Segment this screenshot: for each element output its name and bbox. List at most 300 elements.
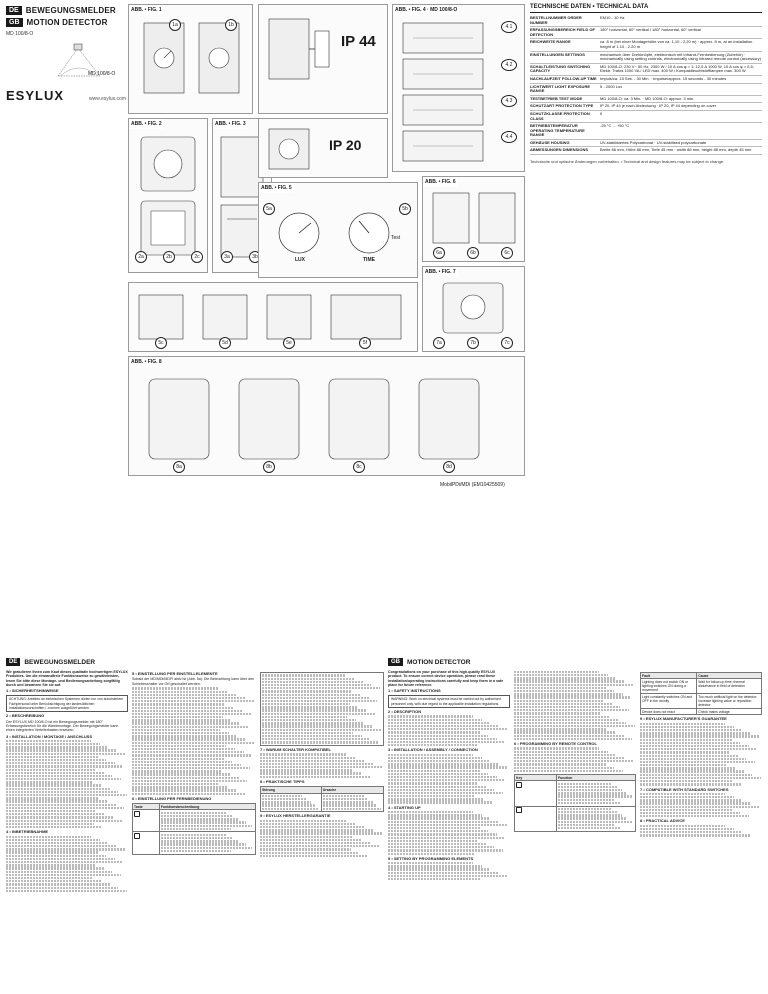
tech-key: EINSTELLUNGEN SETTINGS bbox=[530, 51, 585, 57]
text-line bbox=[6, 848, 126, 850]
de-description: Der ESYLUX MD 100/8-O ist ein Bewegungsmelder mit 180° Erfassungsbereich für die Wandmontage. Der Bewegungsmelder kann einen integrierten Verteilerkasten ersetzen. bbox=[6, 719, 119, 733]
text-line bbox=[388, 868, 490, 870]
text-line bbox=[640, 831, 742, 833]
figure-6-label-b: 6b bbox=[467, 247, 479, 259]
tech-key: SCHUTZART PROTECTION TYPE bbox=[530, 103, 594, 109]
tech-row bbox=[530, 140, 762, 148]
instructions-area bbox=[0, 656, 768, 994]
text-line bbox=[262, 741, 378, 743]
section-de-header bbox=[6, 656, 95, 668]
text-line bbox=[132, 726, 249, 728]
text-line bbox=[514, 757, 625, 759]
figure-2-title: ABB. • FIG. 2 bbox=[131, 121, 162, 127]
text-line bbox=[558, 789, 622, 791]
text-line bbox=[161, 818, 239, 820]
figure-5-label-c: 5c bbox=[155, 337, 167, 349]
time-dial-label: TIME bbox=[363, 257, 375, 263]
text-line bbox=[6, 823, 94, 825]
text-line bbox=[132, 758, 224, 760]
text-line bbox=[6, 781, 93, 783]
text-line bbox=[161, 821, 246, 823]
figure-3-title: ABB. • FIG. 3 bbox=[215, 121, 246, 127]
text-line bbox=[132, 694, 236, 696]
text-line bbox=[6, 816, 113, 818]
text-line bbox=[6, 743, 100, 745]
text-line bbox=[260, 760, 364, 762]
title-gb: MOTION DETECTOR bbox=[26, 18, 108, 27]
ip44-label: IP 44 bbox=[341, 33, 376, 50]
text-line bbox=[640, 796, 734, 798]
text-line bbox=[640, 815, 749, 817]
de-heading-installation: 3 • INSTALLATION / MONTAGE / ANSCHLUSS bbox=[6, 733, 93, 739]
figure-8-label-b: 8b bbox=[263, 461, 275, 473]
gb-tips-row bbox=[641, 709, 762, 715]
model-number: MD 100/8-O bbox=[6, 31, 34, 37]
text-line bbox=[388, 811, 473, 813]
text-line bbox=[514, 703, 612, 705]
text-line bbox=[6, 820, 122, 822]
tech-key: SCHUTZKLASSE PROTECTION CLASS bbox=[530, 110, 590, 121]
figure-8-label-c: 8c bbox=[353, 461, 365, 473]
tech-row bbox=[530, 147, 762, 155]
text-line bbox=[6, 871, 112, 873]
gb-heading-safety: 1 • SAFETY INSTRUCTIONS bbox=[388, 688, 441, 694]
text-line bbox=[6, 804, 116, 806]
text-line bbox=[640, 774, 752, 776]
text-line bbox=[558, 827, 620, 829]
figure-4-label-2: 4.2 bbox=[501, 59, 517, 71]
text-line bbox=[388, 719, 482, 721]
tech-key: ABMESSUNGEN DIMENSIONS bbox=[530, 147, 589, 153]
title-gb-row bbox=[6, 18, 121, 27]
figure-6-label-a: 6a bbox=[433, 247, 445, 259]
text-line bbox=[388, 840, 477, 842]
text-line bbox=[323, 795, 364, 797]
text-line bbox=[132, 789, 236, 791]
de-heading-tips: 8 • PRAKTISCHE TIPPS bbox=[260, 778, 305, 784]
text-line bbox=[132, 738, 246, 740]
text-line bbox=[388, 798, 483, 800]
tech-value: UV-stabilisiertes Polycarbonat · UV-stabilised polycarbonate bbox=[600, 139, 707, 145]
text-line bbox=[558, 811, 616, 813]
text-line bbox=[6, 794, 127, 796]
text-line bbox=[640, 735, 760, 737]
figure-7-label-a: 7a bbox=[433, 337, 445, 349]
text-line bbox=[260, 836, 353, 838]
gb-intro: Congratulations on your purchase of this high-quality ESYLUX product. To ensure correct device operation, please read these installation/operating instructions carefully and keep them in a safe place for future reference. bbox=[388, 670, 504, 687]
text-line bbox=[558, 817, 627, 819]
gb-tips-cause: Wait for follow-up time; thermal disturbance in field of detection bbox=[697, 679, 762, 694]
text-line bbox=[260, 848, 351, 850]
de-tips-table bbox=[260, 786, 384, 812]
tech-row bbox=[530, 123, 762, 140]
text-line bbox=[640, 799, 742, 801]
text-line bbox=[262, 719, 356, 721]
tech-value: ca. 8 m (bei einer Montagehöhe von ca. 1,10 - 2,20 m) · approx. 8 m, at an installation height of 1.10 - 2.20 m bbox=[600, 39, 753, 49]
text-line bbox=[6, 887, 118, 889]
de-startup-text bbox=[6, 836, 128, 892]
tech-value: MD 100/8-O: ca. 3 Min. · MD 100/8-O: approx. 3 min. bbox=[600, 95, 695, 101]
tech-value: II bbox=[600, 110, 603, 116]
figure-8-label-a: 8a bbox=[173, 461, 185, 473]
text-line bbox=[6, 858, 115, 860]
ip20-panel bbox=[258, 118, 388, 178]
text-line bbox=[514, 687, 606, 689]
text-line bbox=[262, 678, 354, 680]
tech-row bbox=[530, 111, 762, 123]
gb-advice-text bbox=[640, 825, 762, 837]
figure-5-label-d: 5d bbox=[219, 337, 231, 349]
text-line bbox=[558, 795, 632, 797]
technical-data-footnote: Technische und optische Änderungen vorbehalten. • Technical and design features may be subject to change. bbox=[530, 159, 725, 165]
text-line bbox=[6, 800, 107, 802]
gb-tips-row bbox=[641, 694, 762, 709]
de-tips-fault bbox=[262, 795, 320, 810]
text-line bbox=[640, 739, 732, 741]
de-heading-startup: 4 • INBETRIEBNAHME bbox=[6, 829, 49, 835]
figure-3-label-b: 3b bbox=[249, 251, 261, 263]
figure-5-label-a: 5a bbox=[263, 203, 275, 215]
figure-4-label-1: 4.1 bbox=[501, 21, 517, 33]
text-line bbox=[640, 777, 761, 779]
text-line bbox=[132, 777, 239, 779]
gb-tips-fault: Light constantly switches ON and OFF in the vicinity bbox=[641, 694, 697, 709]
text-line bbox=[388, 738, 497, 740]
text-line bbox=[388, 741, 505, 743]
text-line bbox=[640, 723, 725, 725]
text-line bbox=[388, 754, 473, 756]
de-function-text bbox=[262, 674, 382, 743]
text-line bbox=[6, 762, 115, 764]
gb-settings-text bbox=[388, 862, 510, 880]
text-line bbox=[388, 814, 482, 816]
figure-7-label-c: 7c bbox=[501, 337, 513, 349]
text-line bbox=[6, 775, 112, 777]
text-line bbox=[514, 671, 599, 673]
text-line bbox=[640, 825, 725, 827]
text-line bbox=[262, 700, 377, 702]
ip44-panel bbox=[258, 4, 388, 114]
figure-4 bbox=[392, 4, 525, 172]
brand-row bbox=[6, 88, 126, 103]
text-line bbox=[640, 780, 733, 782]
text-line bbox=[388, 715, 473, 717]
text-line bbox=[132, 716, 223, 718]
text-line bbox=[132, 767, 250, 769]
figure-4-title: ABB. • FIG. 4 · MD 100/8-O bbox=[395, 7, 458, 13]
gb-column-3 bbox=[640, 670, 762, 992]
text-line bbox=[388, 830, 488, 832]
text-line bbox=[262, 694, 360, 696]
section-gb-badge: GB bbox=[388, 658, 403, 666]
tech-row bbox=[530, 39, 762, 51]
figure-5-title: ABB. • FIG. 5 bbox=[261, 185, 292, 191]
text-line bbox=[260, 769, 353, 771]
text-line bbox=[323, 808, 381, 810]
de-column-3 bbox=[260, 670, 384, 992]
text-line bbox=[558, 783, 611, 785]
ip44-drawing bbox=[259, 9, 387, 109]
text-line bbox=[6, 740, 91, 742]
text-line bbox=[132, 697, 245, 699]
text-line bbox=[640, 828, 734, 830]
text-line bbox=[6, 836, 91, 838]
text-line bbox=[388, 789, 494, 791]
text-line bbox=[132, 729, 220, 731]
brand-logo: ESYLUX bbox=[6, 88, 65, 103]
gb-tips-fault: Lighting does not switch ON or lighting switches ON during a movement bbox=[641, 679, 697, 694]
text-line bbox=[388, 744, 477, 746]
text-line bbox=[260, 820, 347, 822]
gb-remote-table-col-function: Function bbox=[557, 775, 636, 781]
gb-guarantee-text bbox=[640, 723, 762, 786]
figure-1-label-b: 1b bbox=[225, 19, 237, 31]
de-tips-col-fault: Störung bbox=[261, 787, 322, 793]
text-line bbox=[132, 745, 226, 747]
text-line bbox=[262, 703, 350, 705]
text-line bbox=[262, 725, 372, 727]
text-line bbox=[640, 726, 734, 728]
text-line bbox=[558, 792, 627, 794]
text-line bbox=[6, 861, 123, 863]
text-line bbox=[640, 729, 742, 731]
figure-4-drawing bbox=[393, 15, 524, 170]
text-line bbox=[6, 756, 98, 758]
range-caption: MD 100/8-O bbox=[88, 71, 116, 77]
gb-heading-installation: 3 • INSTALLATION / ASSEMBLY / CONNECTION bbox=[388, 747, 478, 753]
text-line bbox=[514, 728, 607, 730]
text-line bbox=[132, 780, 247, 782]
de-switch-text bbox=[260, 753, 384, 778]
figure-5-label-f: 5f bbox=[359, 337, 371, 349]
text-line bbox=[514, 709, 629, 711]
de-remote-row-text bbox=[161, 834, 254, 852]
text-line bbox=[514, 767, 614, 769]
text-line bbox=[388, 862, 473, 864]
de-guarantee-text bbox=[260, 820, 384, 857]
de-remote-table bbox=[132, 803, 256, 854]
text-line bbox=[132, 732, 229, 734]
tech-row bbox=[530, 52, 762, 64]
text-line bbox=[260, 842, 370, 844]
figure-2-drawing bbox=[129, 129, 207, 269]
text-line bbox=[388, 875, 508, 877]
text-line bbox=[388, 833, 497, 835]
text-line bbox=[132, 793, 245, 795]
figure-8 bbox=[128, 356, 525, 476]
text-line bbox=[132, 710, 242, 712]
de-heading-safety: 1 • SICHERHEITSHINWEISE bbox=[6, 688, 59, 694]
tech-key: SCHALTLEISTUNG SWITCHING CAPACITY bbox=[530, 63, 591, 74]
text-line bbox=[514, 763, 606, 765]
text-line bbox=[132, 786, 227, 788]
gb-remote-table-col-key: Key bbox=[515, 775, 557, 781]
gb-remote-table bbox=[514, 774, 636, 832]
technical-data-table bbox=[530, 4, 762, 644]
text-line bbox=[388, 872, 499, 874]
text-line bbox=[262, 706, 358, 708]
tech-row bbox=[530, 15, 762, 27]
gb-heading-description: 2 • DESCRIPTION bbox=[388, 709, 422, 715]
text-line bbox=[260, 852, 359, 854]
text-line bbox=[514, 751, 608, 753]
text-line bbox=[260, 776, 370, 778]
text-line bbox=[262, 687, 380, 689]
tech-key: BETRIEBSTEMPERATUR OPERATING TEMPERATURE RANGE bbox=[530, 123, 585, 138]
text-line bbox=[388, 725, 499, 727]
figure-5-label-e: 5e bbox=[283, 337, 295, 349]
title-de: BEWEGUNGSMELDER bbox=[25, 6, 116, 15]
text-line bbox=[6, 807, 124, 809]
text-line bbox=[132, 735, 237, 737]
text-line bbox=[6, 877, 93, 879]
technical-data-title: TECHNISCHE DATEN • TECHNICAL DATA bbox=[530, 4, 762, 13]
tech-key: TESTBETRIEB TEST MODE bbox=[530, 95, 583, 101]
section-gb-header bbox=[388, 656, 470, 668]
tech-row bbox=[530, 103, 762, 111]
de-tips-col-cause: Ursache bbox=[321, 787, 383, 793]
gb-installation-text bbox=[388, 754, 510, 804]
section-de-badge: DE bbox=[6, 658, 20, 666]
text-line bbox=[640, 732, 751, 734]
text-line bbox=[514, 760, 634, 762]
gb-tips-cause: Too much artificial light on the detector; increase lighting value or reposition detector bbox=[697, 694, 762, 709]
text-line bbox=[132, 707, 234, 709]
de-remote-row-text bbox=[161, 812, 254, 830]
text-line bbox=[262, 674, 346, 676]
text-line bbox=[260, 753, 347, 755]
de-column-1 bbox=[6, 670, 128, 992]
gb-tips-col-cause: Cause bbox=[697, 673, 762, 679]
gb-heading-guarantee: 9 • ESYLUX MANUFACTURER'S GUARANTEE bbox=[640, 716, 727, 722]
text-line bbox=[323, 804, 377, 806]
text-line bbox=[514, 684, 634, 686]
text-line bbox=[132, 742, 255, 744]
tech-key: ERFASSUNGSBEREICH FIELD OF DETECTION bbox=[530, 27, 595, 37]
text-line bbox=[262, 729, 381, 731]
text-line bbox=[388, 735, 488, 737]
title-de-row bbox=[6, 6, 121, 15]
tech-key: GEHÄUSE HOUSING bbox=[530, 139, 570, 145]
tech-value: -25 °C ... +50 °C bbox=[600, 123, 630, 129]
text-line bbox=[388, 757, 482, 759]
text-line bbox=[132, 751, 244, 753]
text-line bbox=[132, 700, 254, 702]
text-line bbox=[558, 821, 632, 823]
tech-key: REICHWEITE RANGE bbox=[530, 39, 571, 45]
figure-4-label-3: 4.3 bbox=[501, 95, 517, 107]
text-line bbox=[6, 778, 121, 780]
gb-tips-col-fault: Fault bbox=[641, 673, 697, 679]
text-line bbox=[640, 793, 725, 795]
text-line bbox=[388, 837, 505, 839]
text-line bbox=[6, 746, 108, 748]
gb-startup-text bbox=[388, 811, 510, 855]
text-line bbox=[388, 792, 503, 794]
gb-tips-fault: Device does not react bbox=[641, 709, 697, 715]
text-line bbox=[388, 773, 488, 775]
text-line bbox=[514, 747, 599, 749]
text-line bbox=[132, 770, 221, 772]
gb-heading-switch: 7 • COMPATIBLE WITH STANDARD SWITCHES bbox=[640, 786, 729, 792]
text-line bbox=[514, 680, 625, 682]
text-line bbox=[132, 722, 240, 724]
figure-8-label-d: 8d bbox=[443, 461, 455, 473]
gb-switch-text bbox=[640, 793, 762, 818]
gb-tips-rows bbox=[641, 679, 762, 715]
text-line bbox=[132, 783, 219, 785]
section-gb-title: MOTION DETECTOR bbox=[407, 658, 471, 666]
text-line bbox=[6, 842, 108, 844]
de-warning: ACHTUNG: Arbeiten an elektrischen Systemen dürfen nur von autorisiertem Fachpersonal unter Berücksichtigung der landesüblichen Installationsvorschriften / -normen ausgeführt werden. bbox=[6, 695, 128, 712]
text-line bbox=[514, 722, 626, 724]
figure-6-label-c: 6c bbox=[501, 247, 513, 259]
text-line bbox=[260, 757, 355, 759]
text-line bbox=[6, 864, 95, 866]
text-line bbox=[388, 766, 508, 768]
text-line bbox=[388, 722, 490, 724]
tech-row bbox=[530, 84, 762, 96]
figure-2-label-a: 2a bbox=[135, 251, 147, 263]
text-line bbox=[640, 755, 738, 757]
text-line bbox=[6, 851, 98, 853]
de-tips-cause bbox=[323, 795, 382, 810]
text-line bbox=[262, 709, 366, 711]
text-line bbox=[161, 840, 239, 842]
tech-value: Breite 86 mm, Höhe 86 mm, Tiefe 45 mm · width 86 mm, height 86 mm, depth 45 mm bbox=[600, 147, 752, 153]
text-line bbox=[514, 716, 609, 718]
text-line bbox=[161, 847, 252, 849]
text-line bbox=[161, 850, 231, 852]
text-line bbox=[161, 834, 226, 836]
text-line bbox=[388, 827, 480, 829]
gb-remote-row-text bbox=[558, 783, 634, 804]
text-line bbox=[514, 754, 616, 756]
figure-6-title: ABB. • FIG. 6 bbox=[425, 179, 456, 185]
text-line bbox=[388, 731, 480, 733]
text-line bbox=[388, 817, 490, 819]
text-line bbox=[260, 855, 368, 857]
text-line bbox=[161, 815, 233, 817]
text-line bbox=[161, 843, 246, 845]
text-line bbox=[514, 690, 614, 692]
text-line bbox=[323, 801, 373, 803]
text-line bbox=[388, 728, 508, 730]
text-line bbox=[161, 837, 233, 839]
text-line bbox=[388, 821, 499, 823]
text-line bbox=[260, 845, 379, 847]
text-line bbox=[388, 782, 477, 784]
text-line bbox=[558, 824, 615, 826]
text-line bbox=[6, 890, 127, 892]
text-line bbox=[323, 798, 369, 800]
text-line bbox=[6, 867, 104, 869]
de-heading-description: 2 • BESCHREIBUNG bbox=[6, 713, 45, 719]
de-heading-guarantee: 9 • ESYLUX HERSTELLERGARANTIE bbox=[260, 813, 331, 819]
text-line bbox=[132, 748, 235, 750]
figure-8-title: ABB. • FIG. 8 bbox=[131, 359, 162, 365]
text-line bbox=[132, 713, 251, 715]
text-line bbox=[132, 703, 225, 705]
text-line bbox=[260, 839, 362, 841]
gb-heading-remote: 6 • PROGRAMMING BY REMOTE CONTROL bbox=[514, 741, 597, 747]
text-line bbox=[132, 764, 241, 766]
tech-row bbox=[530, 27, 762, 39]
text-line bbox=[514, 706, 620, 708]
text-line bbox=[514, 738, 632, 740]
figure-1-title: ABB. • FIG. 1 bbox=[131, 7, 162, 13]
text-line bbox=[388, 760, 490, 762]
